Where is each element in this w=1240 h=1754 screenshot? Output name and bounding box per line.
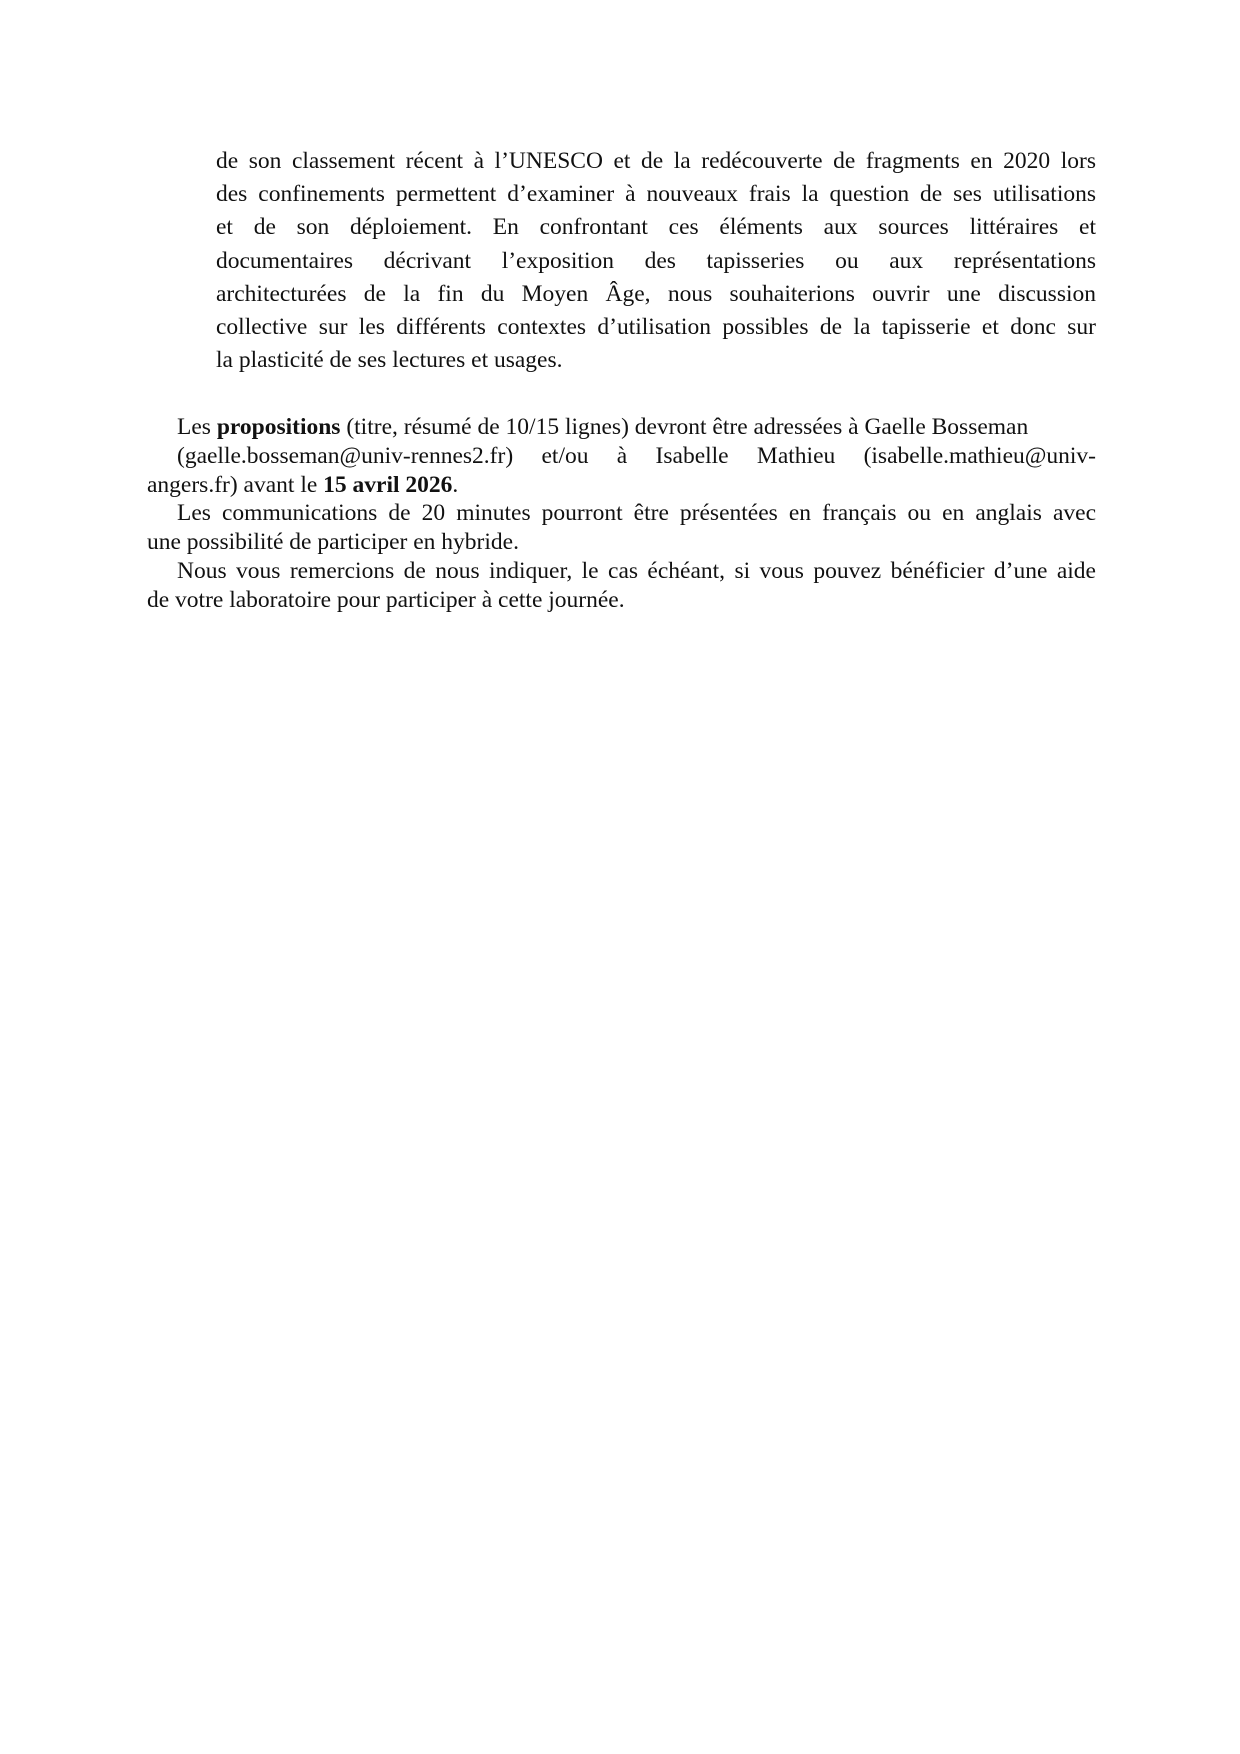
communications-paragraph: [147, 499, 1096, 557]
paragraph-line: Nous vous remercions de nous indiquer, le cas échéant, si vous pouvez bénéficier d’une aide: [177, 557, 1096, 584]
paragraph-line: collective sur les différents contextes d’utilisation possibles de la tapisserie et donc sur: [216, 314, 1096, 341]
propositions-keyword: propositions: [216, 414, 341, 440]
paragraph-line: [147, 471, 1096, 500]
paragraph-line: Les communications de 20 minutes pourront être présentées en français ou en anglais avec: [177, 500, 1096, 527]
paragraph-line: et de son déploiement. En confrontant ces éléments aux sources littéraires et: [216, 214, 1096, 241]
contact-emails-line: (gaelle.bosseman@univ-rennes2.fr) et/ou à Isabelle Mathieu (isabelle.mathieu@univ-: [177, 442, 1096, 469]
text-run: (titre, résumé de 10/15 lignes) devront être adressées à Gaelle Bosseman: [340, 414, 1029, 440]
indented-paragraph: [216, 145, 1096, 377]
body-text: [147, 413, 1096, 615]
paragraph-line: documentaires décrivant l’exposition des tapisseries ou aux représentations: [216, 247, 1096, 274]
propositions-paragraph: [147, 413, 1096, 499]
paragraph-line: la plasticité de ses lectures et usages.: [216, 347, 563, 374]
text-run: angers.fr) avant le: [147, 471, 324, 498]
paragraph-line: architecturées de la fin du Moyen Âge, nous souhaiterions ouvrir une discussion: [216, 280, 1096, 307]
deadline-date: 15 avril 2026: [323, 471, 453, 498]
text-run: .: [452, 471, 459, 498]
paragraph-line: de son classement récent à l’UNESCO et de la redécouverte de fragments en 2020 lors: [216, 148, 1096, 174]
paragraph-line: des confinements permettent d’examiner à nouveaux frais la question de ses utilisations: [216, 181, 1096, 208]
paragraph-line: une possibilité de participer en hybride.: [147, 529, 519, 556]
paragraph-line: de votre laboratoire pour participer à cette journée.: [147, 586, 625, 613]
paragraph-line: [147, 413, 1096, 442]
text-run: Les: [177, 414, 217, 440]
support-paragraph: [147, 557, 1096, 615]
